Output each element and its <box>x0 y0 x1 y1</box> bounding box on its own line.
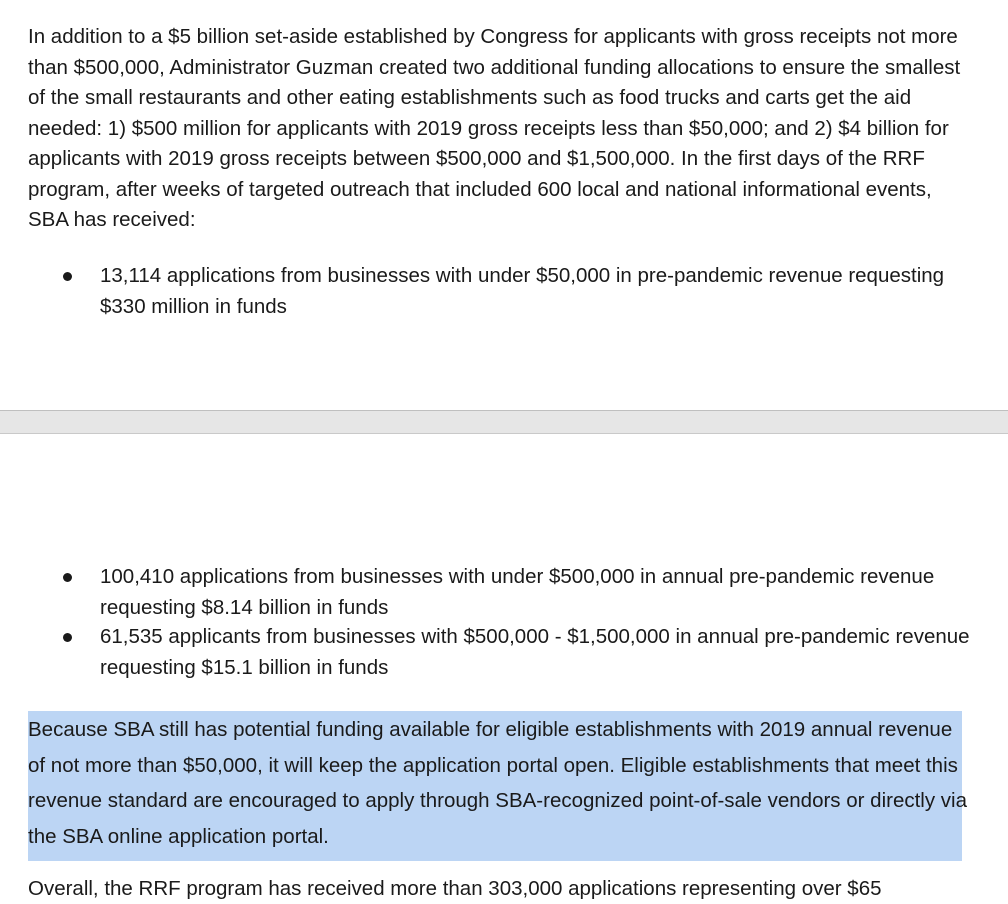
page-separator <box>0 410 1008 434</box>
list-item: 100,410 applications from businesses with under $500,000 in annual pre-pandemic revenue requesting $8.14 billion in funds <box>100 565 935 619</box>
bullet-icon <box>63 573 72 582</box>
intro-paragraph: In addition to a $5 billion set-aside established by Congress for applicants with gross receipts not more than $500,000, Administrator Guzman created two additional funding allocations to ensure the smallest of the small restaurants and other eating establishments such as food trucks and carts get the aid needed: 1) $500 million for applicants with 2019 gross receipts less than $50,000; and 2) $4 billion for applicants with 2019 gross receipts between $500,000 and $1,500,000. In the first days of the RRF program, after weeks of targeted outreach that included 600 local and national informational events, SBA has received: <box>28 25 961 231</box>
list-item: 13,114 applications from businesses with under $50,000 in pre-pandemic revenue requesting $330 million in funds <box>100 264 945 318</box>
cut-off-paragraph: Overall, the RRF program has received more than 303,000 applications representing over $65 <box>28 877 882 900</box>
document-page-1 <box>0 0 1008 410</box>
highlighted-paragraph[interactable]: Because SBA still has potential funding available for eligible establishments with 2019 annual revenue of not more than $50,000, it will keep the application portal open. Eligible establishments that meet this revenue standard are encouraged to apply through SBA-recognized point-of-sale vendors or directly via the SBA online application portal. <box>28 718 967 848</box>
list-item: 61,535 applicants from businesses with $500,000 - $1,500,000 in annual pre-pandemic revenue requesting $15.1 billion in funds <box>100 625 970 679</box>
bullet-icon <box>63 272 72 281</box>
bullet-icon <box>63 633 72 642</box>
